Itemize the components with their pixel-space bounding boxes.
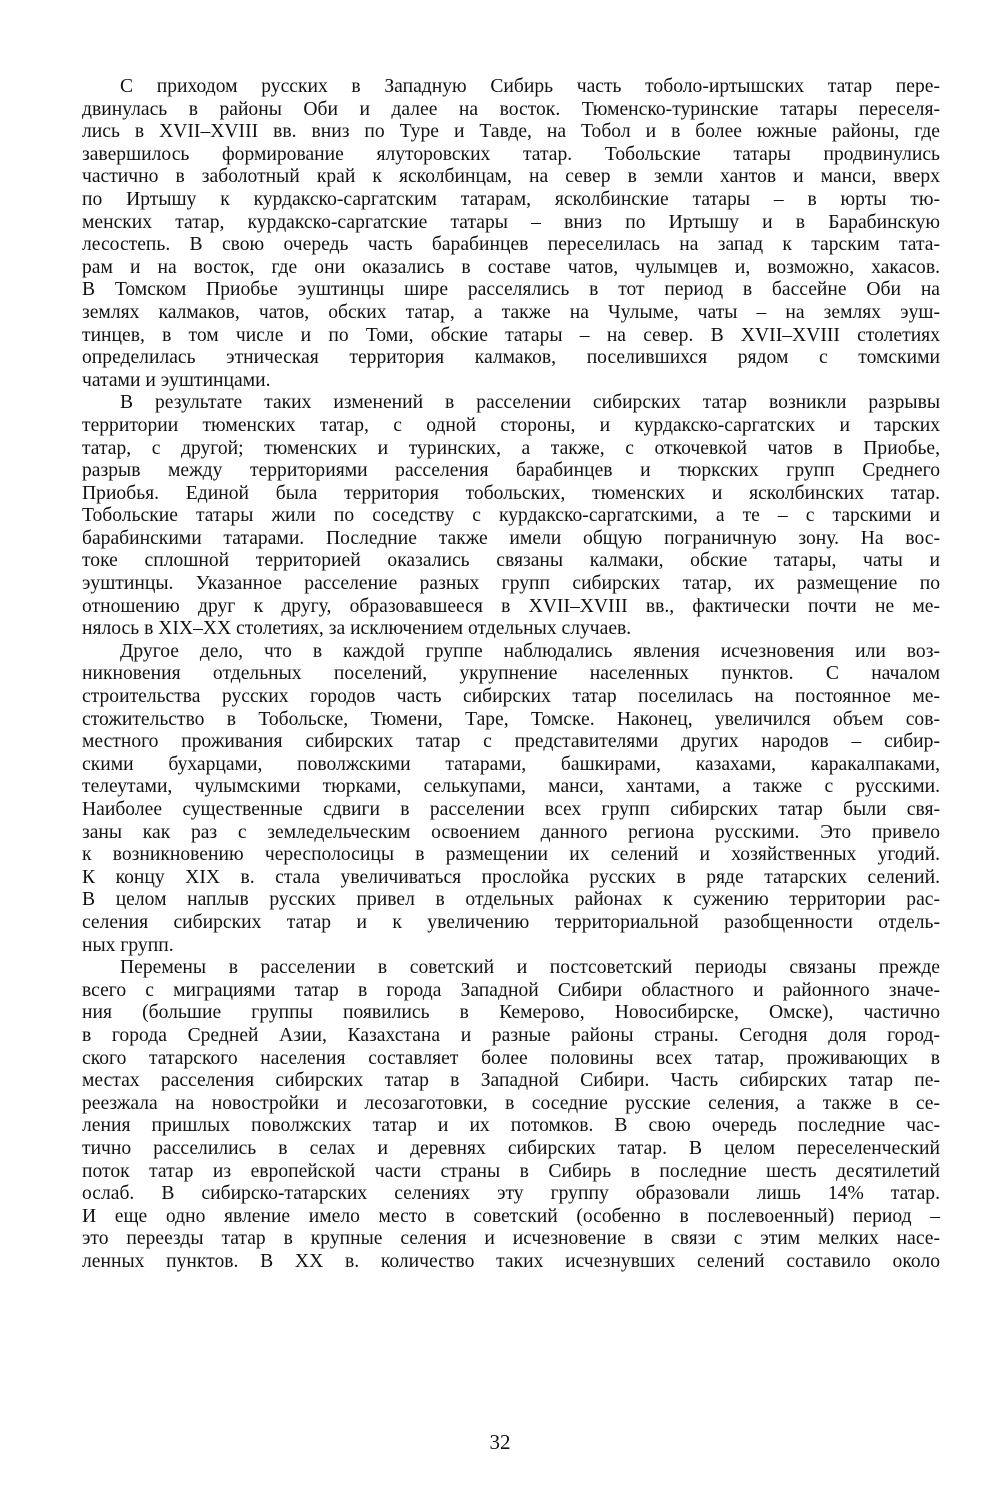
text-line: лись в XVII–XVIII вв. вниз по Туре и Тавде, на Тобол и в более южные районы, где [82, 121, 940, 143]
paragraph [82, 392, 940, 641]
text-line: барабинскими татарами. Последние также имели общую пограничную зону. На вос- [82, 527, 940, 549]
text-line: лесостепь. В свою очередь часть барабинцев переселилась на запад к тарским тата- [82, 234, 940, 256]
text-line: определилась этническая территория калмаков, поселившихся рядом с томскими [82, 347, 940, 369]
page-number: 32 [489, 1430, 511, 1454]
text-line: ослаб. В сибирско-татарских селениях эту группу образовали лишь 14% татар. [82, 1183, 940, 1205]
text-line: ных групп. [82, 934, 174, 956]
text-line: Приобья. Единой была территория тобольских, тюменских и ясколбинских татар. [82, 482, 940, 504]
paragraph [82, 76, 940, 392]
text-line: местного проживания сибирских татар с представителями других народов – сибир- [82, 731, 940, 753]
text-line: поток татар из европейской части страны в Сибирь в последние шесть десятилетий [82, 1160, 940, 1182]
text-line: В Томском Приобье эуштинцы шире расселялись в тот период в бассейне Оби на [82, 279, 940, 301]
text-line: тинцев, в том числе и по Томи, обские татары – на север. В XVII–XVIII столетиях [82, 324, 940, 346]
text-line: ского татарского населения составляет более половины всех татар, проживающих в [82, 1047, 940, 1069]
text-line: к возникновению чересполосицы в размещении их селений и хозяйственных угодий. [82, 844, 940, 866]
text-line: стожительство в Тобольске, Тюмени, Таре, Томске. Наконец, увеличился объем сов- [82, 708, 940, 730]
text-line: С приходом русских в Западную Сибирь часть тоболо-иртышских татар пере- [120, 76, 940, 97]
text-line: тично расселились в селах и деревнях сибирских татар. В целом переселенческий [82, 1137, 940, 1159]
text-line: разрыв между территориями расселения барабинцев и тюркских групп Среднего [82, 460, 940, 482]
text-line: строительства русских городов часть сибирских татар поселилась на постоянное ме- [82, 686, 940, 708]
text-line: местах расселения сибирских татар в Западной Сибири. Часть сибирских татар пе- [82, 1070, 940, 1092]
text-line: К концу XIX в. стала увеличиваться прослойка русских в ряде татарских селений. [82, 866, 940, 888]
text-line: эуштинцы. Указанное расселение разных групп сибирских татар, их размещение по [82, 573, 940, 595]
text-line: двинулась в районы Оби и далее на восток. Тюменско-туринские татары переселя- [82, 98, 940, 120]
text-line: скими бухарцами, поволжскими татарами, башкирами, казахами, каракалпаками, [82, 753, 940, 775]
text-line: заны как раз с земледельческим освоением данного региона русскими. Это привело [82, 821, 940, 843]
text-line: территории тюменских татар, с одной стороны, и курдакско-саргатских и тарских [82, 414, 940, 436]
text-line: по Иртышу к курдакско-саргатским татарам, ясколбинские татары – в юрты тю- [82, 188, 940, 210]
text-line: менских татар, курдакско-саргатские татары – вниз по Иртышу и в Барабинскую [82, 211, 940, 233]
text-line: это переезды татар в крупные селения и исчезновение в связи с этим мелких насе- [82, 1228, 940, 1250]
text-line: В целом наплыв русских привел в отдельных районах к сужению территории рас- [82, 889, 940, 911]
text-line: Другое дело, что в каждой группе наблюдались явления исчезновения или воз- [120, 640, 940, 662]
text-line: токе сплошной территорией оказались связаны калмаки, обские татары, чаты и [82, 550, 940, 572]
text-line: завершилось формирование ялуторовских татар. Тобольские татары продвинулись [82, 143, 940, 165]
text-line: Перемены в расселении в советский и постсоветский периоды связаны прежде [120, 957, 940, 979]
text-line: И еще одно явление имело место в советский (особенно в послевоенный) период – [82, 1205, 940, 1227]
text-line: частично в заболотный край к ясколбинцам, на север в земли хантов и манси, вверх [82, 166, 940, 188]
text-line: ленных пунктов. В XX в. количество таких исчезнувших селений составило около [82, 1250, 940, 1272]
text-line: отношению друг к другу, образовавшееся в XVII–XVIII вв., фактически почти не ме- [82, 595, 940, 617]
text-line: селения сибирских татар и к увеличению территориальной разобщенности отдель- [82, 911, 940, 933]
text-line: Тобольские татары жили по соседству с курдакско-саргатскими, а те – с тарскими и [82, 505, 940, 527]
text-line: реезжала на новостройки и лесозаготовки, в соседние русские селения, а также в се- [82, 1092, 940, 1114]
text-line: рам и на восток, где они оказались в составе чатов, чулымцев и, возможно, хакасов. [82, 256, 940, 278]
text-line: в города Средней Азии, Казахстана и разные районы страны. Сегодня доля город- [82, 1024, 940, 1046]
text-line: всего с миграциями татар в города Западной Сибири областного и районного значе- [82, 979, 940, 1001]
text-line: никновения отдельных поселений, укрупнение населенных пунктов. С началом [82, 663, 940, 685]
paragraph [82, 957, 940, 1273]
page-body [82, 76, 940, 1273]
text-line: телеутами, чулымскими тюрками, селькупами, манси, хантами, а также с русскими. [82, 776, 940, 798]
text-line: Наиболее существенные сдвиги в расселении всех групп сибирских татар были свя- [82, 799, 940, 820]
text-line: В результате таких изменений в расселении сибирских татар возникли разрывы [120, 392, 940, 414]
text-line: ления пришлых поволжских татар и их потомков. В свою очередь последние час- [82, 1115, 940, 1137]
text-line: нялось в XIX–XX столетиях, за исключением отдельных случаев. [82, 618, 632, 640]
text-line: татар, с другой; тюменских и туринских, а также, с откочевкой чатов в Приобье, [82, 437, 940, 459]
text-line: землях калмаков, чатов, обских татар, а также на Чулыме, чаты – на землях эуш- [82, 301, 940, 323]
paragraph [82, 641, 940, 957]
text-line: чатами и эуштинцами. [82, 369, 271, 391]
text-line: ния (большие группы появились в Кемерово, Новосибирске, Омске), частично [82, 1002, 940, 1024]
